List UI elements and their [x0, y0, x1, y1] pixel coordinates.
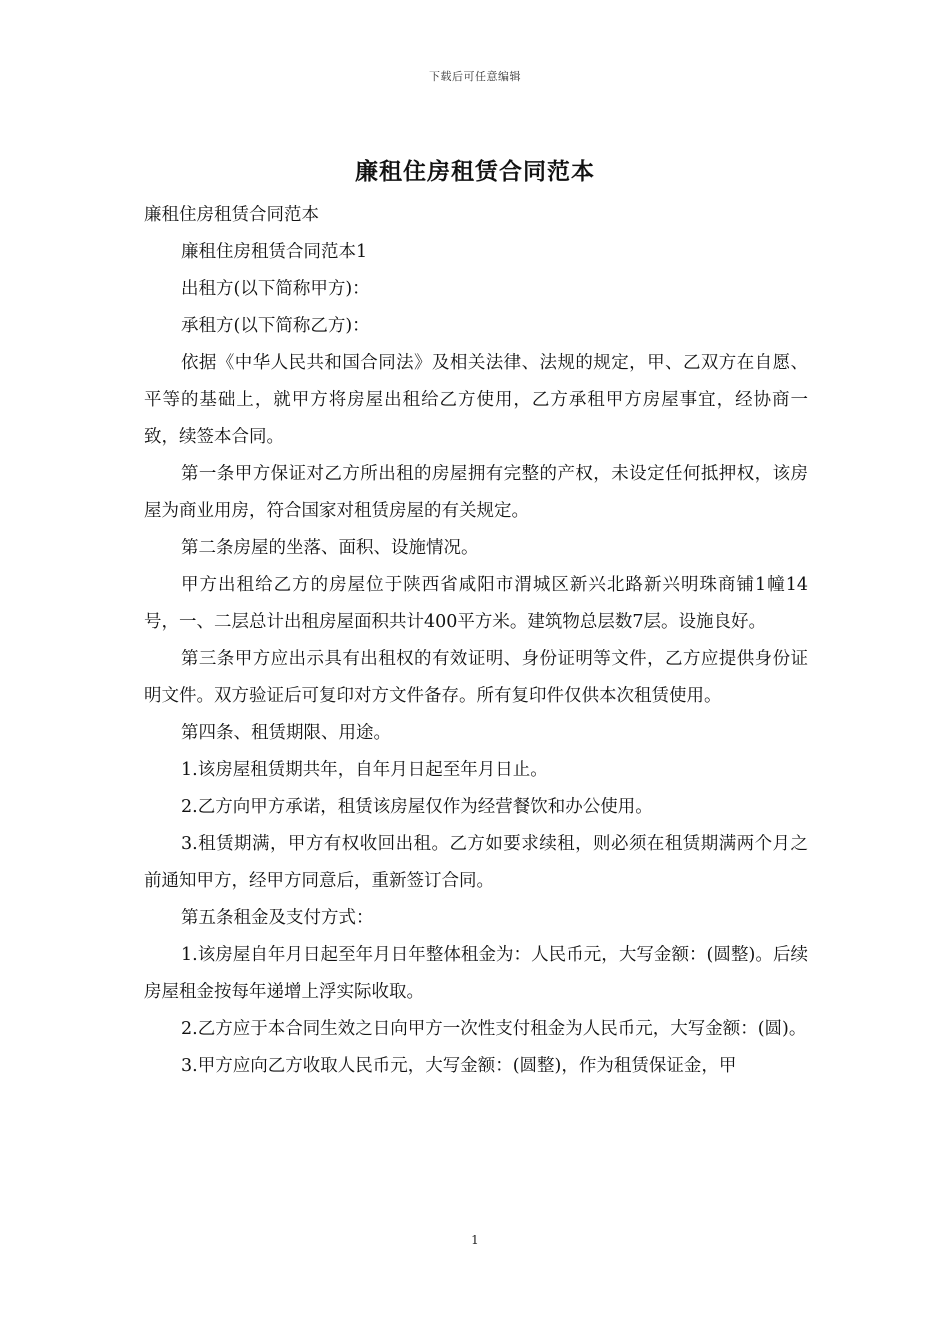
paragraph: 第四条、租赁期限、用途。 [181, 723, 391, 743]
paragraph: 3.甲方应向乙方收取人民币元，大写金额：(圆整)，作为租赁保证金，甲 [181, 1056, 737, 1076]
paragraph: 甲方出租给乙方的房屋位于陕西省咸阳市渭城区新兴北路新兴明珠商铺1幢14号，一、二层总计出租房屋面积共计400平方米。建筑物总层数7层。设施良好。 [144, 575, 808, 632]
document-title: 廉租住房租赁合同范本 [355, 158, 595, 185]
paragraph: 承租方(以下简称乙方)： [181, 316, 370, 336]
paragraph: 3.租赁期满，甲方有权收回出租。乙方如要求续租，则必须在租赁期满两个月之前通知甲方，经甲方同意后，重新签订合同。 [144, 834, 808, 891]
paragraph: 依据《中华人民共和国合同法》及相关法律、法规的规定，甲、乙双方在自愿、平等的基础上，就甲方将房屋出租给乙方使用，乙方承租甲方房屋事宜，经协商一致，续签本合同。 [144, 353, 808, 447]
paragraph: 廉租住房租赁合同范本1 [181, 242, 368, 262]
paragraph: 1.该房屋自年月日起至年月日年整体租金为：人民币元，大写金额：(圆整)。后续房屋租金按每年递增上浮实际收取。 [144, 945, 808, 1002]
document-body [144, 197, 808, 1085]
paragraph: 2.乙方应于本合同生效之日向甲方一次性支付租金为人民币元，大写金额：(圆)。 [181, 1019, 807, 1039]
page-header-note: 下载后可任意编辑 [429, 70, 521, 83]
paragraph: 廉租住房租赁合同范本 [144, 205, 319, 225]
paragraph: 第五条租金及支付方式： [181, 908, 374, 928]
paragraph: 出租方(以下简称甲方)： [181, 279, 370, 299]
paragraph: 第一条甲方保证对乙方所出租的房屋拥有完整的产权，未设定任何抵押权，该房屋为商业用房，符合国家对租赁房屋的有关规定。 [144, 464, 808, 521]
page-number: 1 [471, 1233, 479, 1247]
paragraph: 第三条甲方应出示具有出租权的有效证明、身份证明等文件，乙方应提供身份证明文件。双方验证后可复印对方文件备存。所有复印件仅供本次租赁使用。 [144, 649, 808, 706]
paragraph: 2.乙方向甲方承诺，租赁该房屋仅作为经营餐饮和办公使用。 [181, 797, 653, 817]
paragraph: 第二条房屋的坐落、面积、设施情况。 [181, 538, 479, 558]
paragraph: 1.该房屋租赁期共年，自年月日起至年月日止。 [181, 760, 548, 780]
